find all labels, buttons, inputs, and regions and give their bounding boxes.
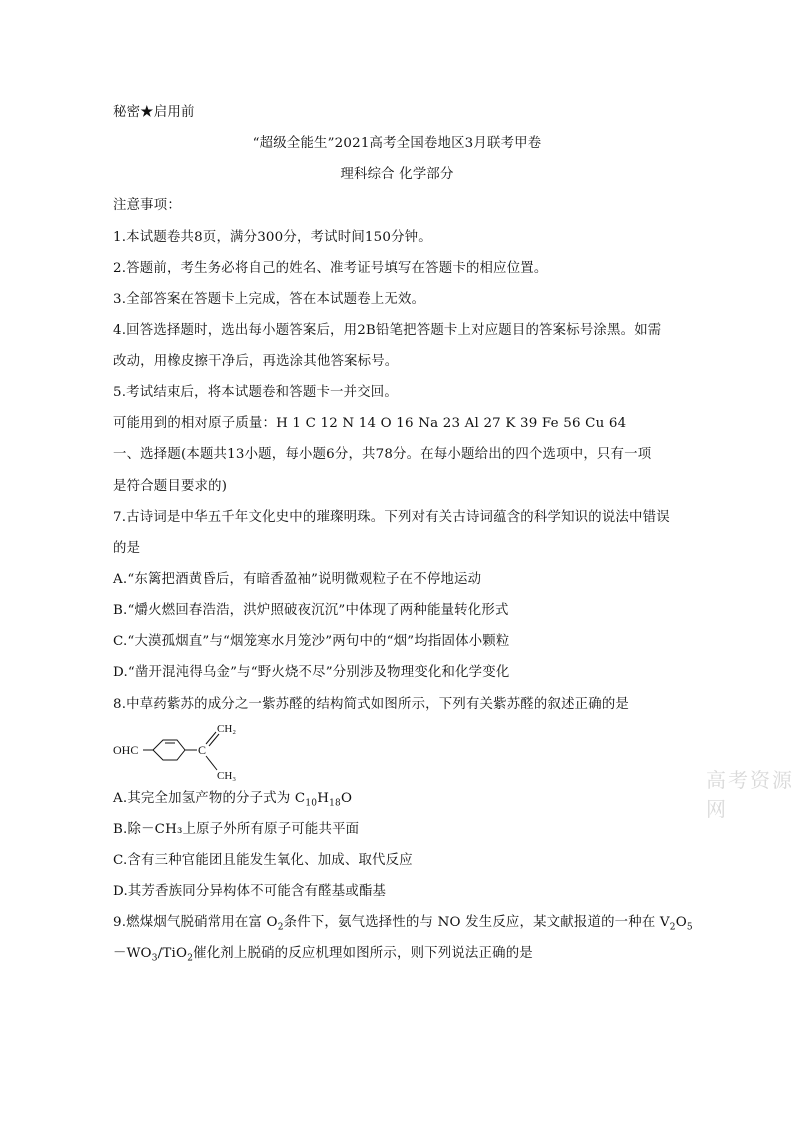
watermark: 高考资源网 [706,768,794,821]
note-2: 2.答题前，考生务必将自己的姓名、准考证号填写在答题卡的相应位置。 [113,261,548,276]
mol-ch3-label: CH₃ [217,770,237,782]
q7-option-b: B.“爝火燃回春浩浩，洪炉照破夜沉沉”中体现了两种能量转化形式 [113,603,509,618]
exam-title: “超级全能生”2021高考全国卷地区3月联考甲卷 [252,136,542,151]
q8-option-c: C.含有三种官能团且能发生氧化、加成、取代反应 [113,853,413,868]
q7-option-c: C.“大漠孤烟直”与“烟笼寒水月笼沙”两句中的“烟”均指固体小颗粒 [113,634,510,649]
atomic-masses: 可能用到的相对原子质量：H 1 C 12 N 14 O 16 Na 23 Al 27 K 39 Fe 56 Cu 64 [113,416,627,431]
exam-subtitle: 理科综合 化学部分 [340,167,454,182]
note-5: 5.考试结束后，将本试题卷和答题卡一并交回。 [113,385,398,400]
secret-label: 秘密★启用前 [113,105,195,120]
note-4-line-2: 改动，用橡皮擦干净后，再选涂其他答案标号。 [113,354,399,369]
q9-stem-line-1: 9.燃煤烟气脱硝常用在富 $O_2$条件下，氨气选择性的与 NO 发生反应，某文献报道的一种在 $V_2O_5$ [113,915,693,933]
q8-option-a: A.其完全加氢产物的分子式为 $C_{10}H_{18}O$ [113,791,353,809]
q7-option-a: A.“东篱把酒黄昏后，有暗香盈袖”说明微观粒子在不停地运动 [113,572,482,587]
mol-ohc-label: OHC [113,743,139,757]
q7-option-d: D.“凿开混沌得乌金”与“野火烧不尽”分别涉及物理变化和化学变化 [113,665,510,680]
q8-stem: 8.中草药紫苏的成分之一紫苏醛的结构简式如图所示，下列有关紫苏醛的叙述正确的是 [113,697,630,712]
q9-stem-line-2: $-WO_3/TiO_2$催化剂上脱硝的反应机理如图所示，则下列说法正确的是 [113,946,533,964]
notes-heading: 注意事项： [113,198,181,213]
q8-option-d: D.其芳香族同分异构体不可能含有醛基或酯基 [113,884,387,899]
mol-ch2-label: CH₂ [217,723,237,735]
note-1: 1.本试题卷共8页，满分300分，考试时间150分钟。 [113,230,432,245]
note-4-line-1: 4.回答选择题时，选出每小题答案后，用2B铅笔把答题卡上对应题目的答案标号涂黑。如需 [113,323,662,338]
note-3: 3.全部答案在答题卡上完成，答在本试题卷上无效。 [113,292,426,307]
perillaldehyde-structure [113,716,253,784]
mol-c-label: C [198,743,207,757]
section-heading-line-2: 是符合题目要求的) [113,479,228,494]
q7-stem-line-2: 的是 [113,541,141,556]
q8-option-b: B.除－CH₃上原子外所有原子可能共平面 [113,822,360,837]
q7-stem-line-1: 7.古诗词是中华五千年文化史中的璀璨明珠。下列对有关古诗词蕴含的科学知识的说法中错误 [113,510,670,525]
section-heading-line-1: 一、选择题(本题共13小题，每小题6分，共78分。在每小题给出的四个选项中，只有一项 [113,447,652,462]
